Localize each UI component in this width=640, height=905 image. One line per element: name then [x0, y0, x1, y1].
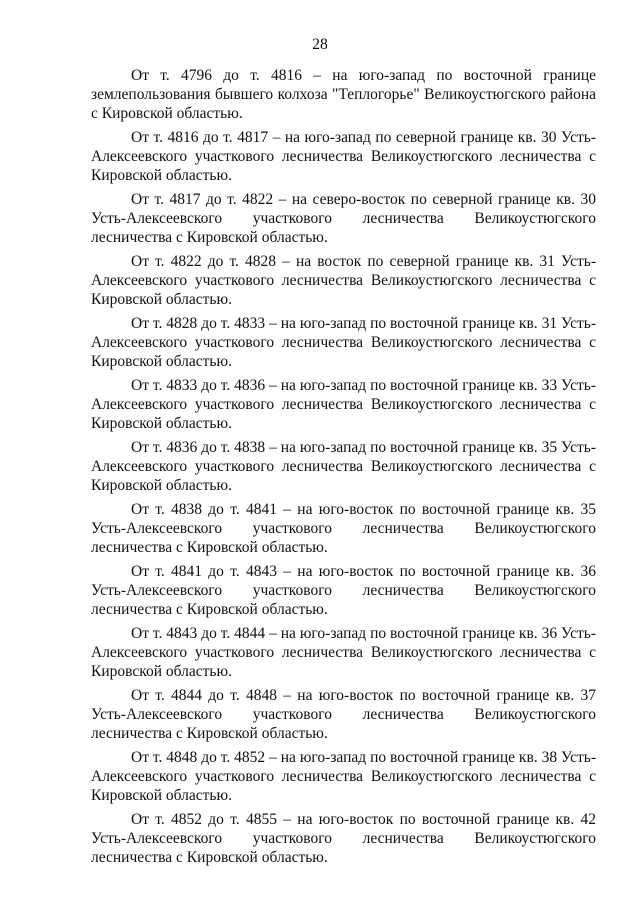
boundary-paragraph-12: От т. 4848 до т. 4852 – на юго-запад по восточной границе кв. 38 Усть-Алексеевского участкового лесничества Великоустюгского лесничества с Кировской областью.	[91, 749, 596, 804]
boundary-paragraph-6: От т. 4833 до т. 4836 – на юго-запад по восточной границе кв. 33 Усть-Алексеевского участкового лесничества Великоустюгского лесничества с Кировской областью.	[91, 377, 596, 432]
boundary-paragraph-2: От т. 4816 до т. 4817 – на юго-запад по северной границе кв. 30 Усть-Алексеевского участкового лесничества Великоустюгского лесничества с Кировской областью.	[91, 129, 596, 184]
boundary-paragraph-13: От т. 4852 до т. 4855 – на юго-восток по восточной границе кв. 42 Усть-Алексеевского участкового лесничества Великоустюгского лесничества с Кировской областью.	[91, 811, 596, 866]
boundary-paragraph-8: От т. 4838 до т. 4841 – на юго-восток по восточной границе кв. 35 Усть-Алексеевского участкового лесничества Великоустюгского лесничества с Кировской областью.	[91, 501, 596, 556]
boundary-paragraph-7: От т. 4836 до т. 4838 – на юго-запад по восточной границе кв. 35 Усть-Алексеевского участкового лесничества Великоустюгского лесничества с Кировской областью.	[91, 439, 596, 494]
page-number: 28	[312, 36, 328, 53]
boundary-paragraph-1: От т. 4796 до т. 4816 – на юго-запад по восточной границе землепользования бывшего колхоза "Теплогорье" Великоустюгского района с Кировской областью.	[91, 67, 596, 122]
boundary-paragraph-10: От т. 4843 до т. 4844 – на юго-запад по восточной границе кв. 36 Усть-Алексеевского участкового лесничества Великоустюгского лесничества с Кировской областью.	[91, 625, 596, 680]
boundary-paragraph-4: От т. 4822 до т. 4828 – на восток по северной границе кв. 31 Усть-Алексеевского участкового лесничества Великоустюгского лесничества с Кировской областью.	[91, 253, 596, 308]
boundary-paragraph-3: От т. 4817 до т. 4822 – на северо-восток по северной границе кв. 30 Усть-Алексеевского участкового лесничества Великоустюгского лесничества с Кировской областью.	[91, 191, 596, 246]
document-body	[91, 66, 596, 872]
boundary-paragraph-9: От т. 4841 до т. 4843 – на юго-восток по восточной границе кв. 36 Усть-Алексеевского участкового лесничества Великоустюгского лесничества с Кировской областью.	[91, 563, 596, 618]
boundary-paragraph-11: От т. 4844 до т. 4848 – на юго-восток по восточной границе кв. 37 Усть-Алексеевского участкового лесничества Великоустюгского лесничества с Кировской областью.	[91, 687, 596, 742]
boundary-paragraph-5: От т. 4828 до т. 4833 – на юго-запад по восточной границе кв. 31 Усть-Алексеевского участкового лесничества Великоустюгского лесничества с Кировской областью.	[91, 315, 596, 370]
